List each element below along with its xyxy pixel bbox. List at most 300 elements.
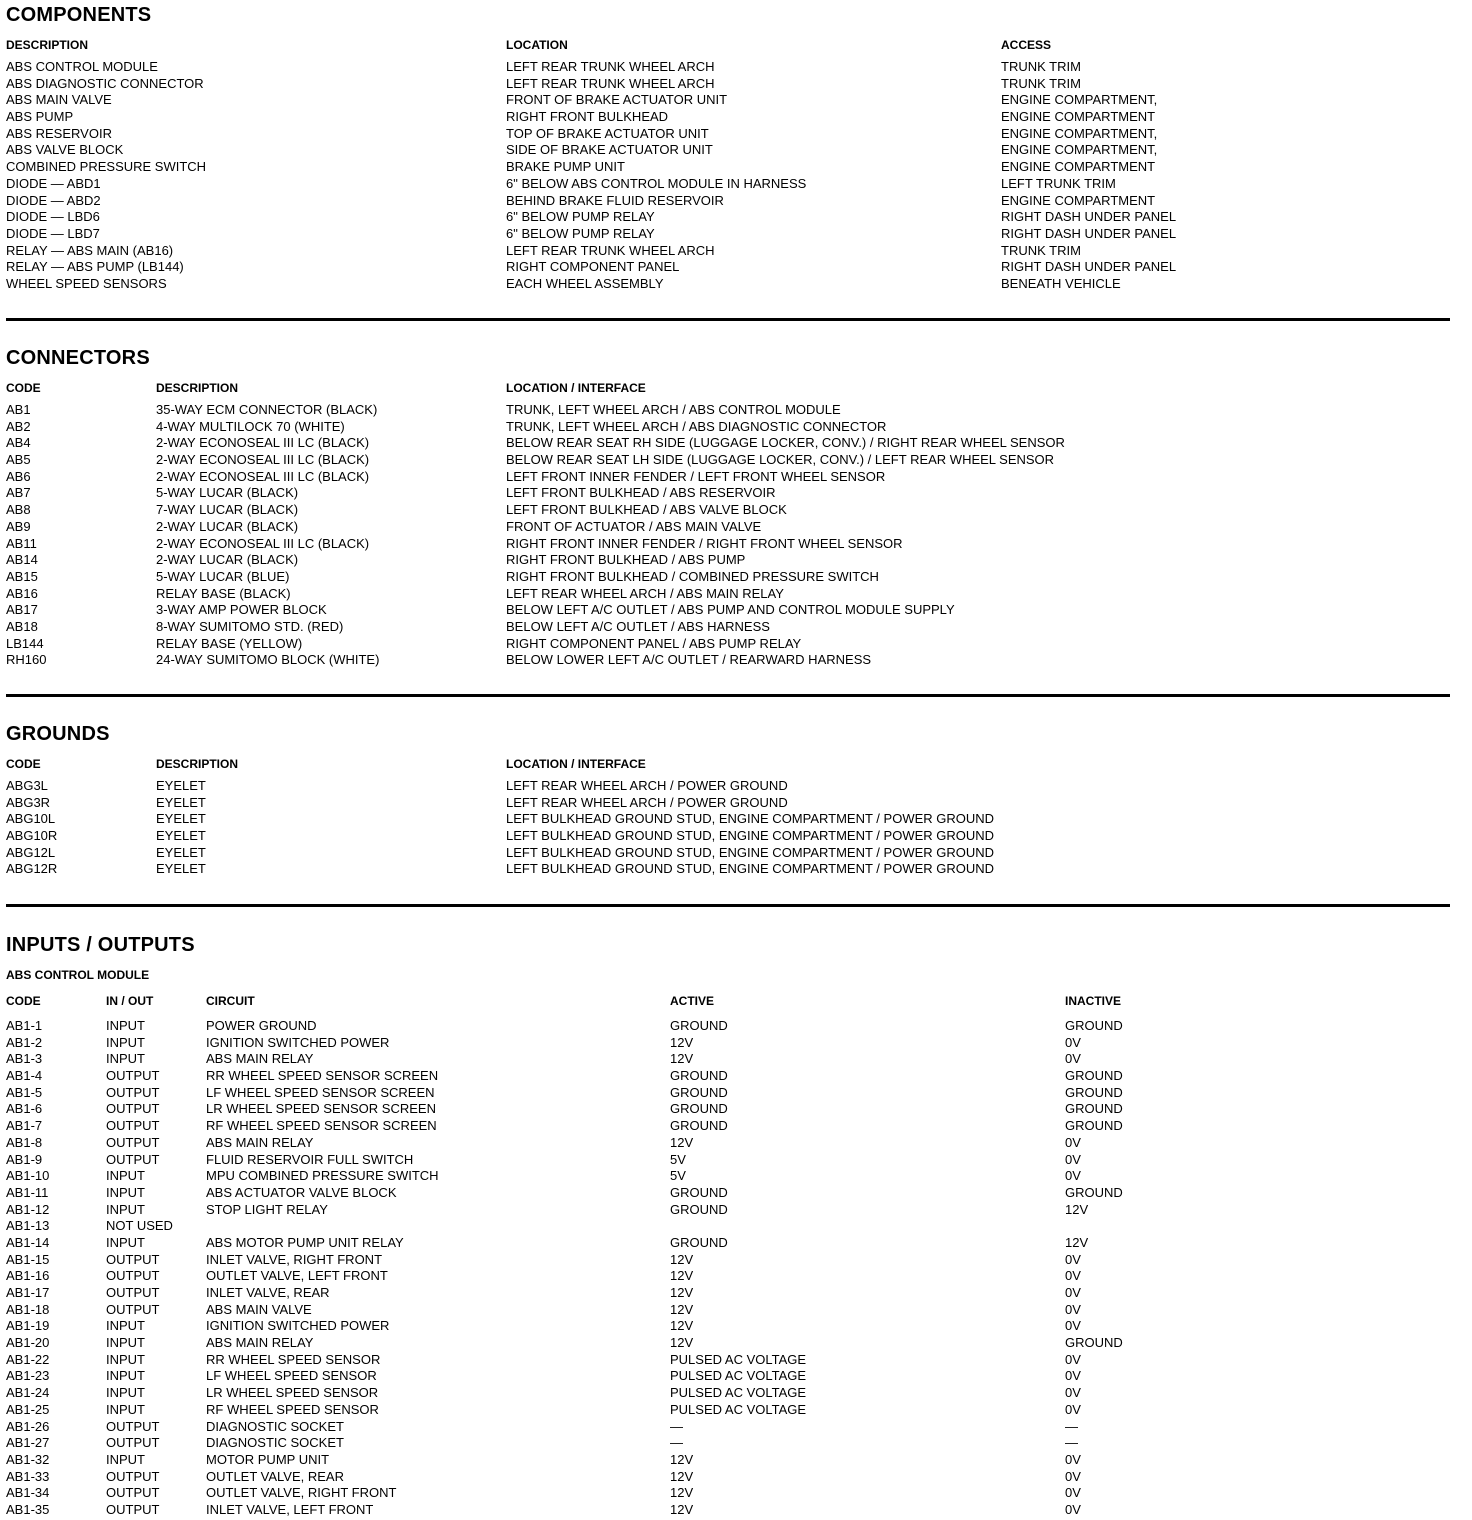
connector-description: 5-WAY LUCAR (BLUE)	[156, 568, 290, 584]
io-inactive-value: 0V	[1065, 1385, 1081, 1401]
components-header-location: LOCATION	[506, 38, 568, 52]
table-row	[6, 1352, 1450, 1369]
connector-location: RIGHT FRONT BULKHEAD / ABS PUMP	[506, 552, 746, 568]
table-row	[6, 159, 1450, 176]
connector-location: RIGHT FRONT INNER FENDER / RIGHT FRONT WHEEL SENSOR	[506, 535, 903, 551]
connector-location: RIGHT COMPONENT PANEL / ABS PUMP RELAY	[506, 635, 802, 651]
io-header-active: ACTIVE	[670, 994, 715, 1008]
io-active-value: PULSED AC VOLTAGE	[670, 1368, 807, 1384]
connector-code: AB4	[6, 435, 31, 451]
io-inactive-value: 0V	[1065, 1485, 1081, 1501]
component-location: LEFT REAR TRUNK WHEEL ARCH	[506, 59, 715, 74]
io-direction: OUTPUT	[106, 1134, 160, 1150]
io-direction: OUTPUT	[106, 1418, 160, 1434]
section-divider	[6, 318, 1450, 321]
table-row	[6, 536, 1450, 553]
table-row	[6, 502, 1450, 519]
io-circuit: MOTOR PUMP UNIT	[206, 1451, 330, 1467]
table-row	[6, 1318, 1450, 1335]
io-active-value: GROUND	[670, 1234, 728, 1250]
component-location: RIGHT COMPONENT PANEL	[506, 259, 680, 275]
ground-location: LEFT BULKHEAD GROUND STUD, ENGINE COMPARTMENT / POWER GROUND	[506, 828, 995, 844]
io-circuit: INLET VALVE, RIGHT FRONT	[206, 1251, 383, 1267]
io-code: AB1-9	[6, 1151, 43, 1167]
table-row	[6, 1252, 1450, 1269]
component-access: LEFT TRUNK TRIM	[1001, 175, 1116, 191]
io-code: AB1-2	[6, 1034, 43, 1050]
io-circuit: STOP LIGHT RELAY	[206, 1201, 328, 1217]
table-row	[6, 1051, 1450, 1068]
io-direction: OUTPUT	[106, 1101, 160, 1117]
connector-location: BELOW LOWER LEFT A/C OUTLET / REARWARD HARNESS	[506, 652, 872, 668]
connector-location: TRUNK, LEFT WHEEL ARCH / ABS DIAGNOSTIC CONNECTOR	[506, 418, 887, 434]
table-row	[6, 419, 1450, 436]
io-code: AB1-7	[6, 1118, 43, 1134]
components-header-access: ACCESS	[1001, 38, 1052, 52]
io-inactive-value: 0V	[1065, 1051, 1081, 1067]
connector-code: AB18	[6, 618, 38, 634]
ground-code: ABG10L	[6, 811, 56, 827]
io-circuit: ABS MAIN RELAY	[206, 1335, 314, 1351]
component-access: BENEATH VEHICLE	[1001, 275, 1121, 291]
io-direction: OUTPUT	[106, 1151, 160, 1167]
io-active-value: GROUND	[670, 1118, 728, 1134]
io-circuit: FLUID RESERVOIR FULL SWITCH	[206, 1151, 414, 1167]
io-direction: OUTPUT	[106, 1485, 160, 1501]
component-description: DIODE — LBD7	[6, 225, 100, 241]
components-title: COMPONENTS	[6, 4, 152, 26]
io-inactive-value: 0V	[1065, 1134, 1081, 1150]
connector-description: 2-WAY LUCAR (BLACK)	[156, 518, 299, 534]
io-inactive-value: GROUND	[1065, 1101, 1123, 1117]
io-code: AB1-15	[6, 1251, 50, 1267]
component-description: ABS VALVE BLOCK	[6, 142, 124, 158]
grounds-title: GROUNDS	[6, 723, 110, 745]
table-row	[6, 569, 1450, 586]
connectors-title: CONNECTORS	[6, 347, 150, 369]
io-code: AB1-25	[6, 1401, 50, 1417]
io-inactive-value: 0V	[1065, 1501, 1081, 1517]
ground-description: EYELET	[156, 844, 206, 860]
table-row	[6, 1018, 1450, 1035]
io-active-value: GROUND	[670, 1201, 728, 1217]
component-description: DIODE — ABD1	[6, 175, 101, 191]
io-code: AB1-26	[6, 1418, 50, 1434]
io-inactive-value: 12V	[1065, 1201, 1089, 1217]
io-code: AB1-24	[6, 1385, 50, 1401]
component-description: COMBINED PRESSURE SWITCH	[6, 159, 207, 175]
section-divider	[6, 694, 1450, 697]
table-row	[6, 1302, 1450, 1319]
io-code: AB1-8	[6, 1134, 43, 1150]
connector-code: AB2	[6, 418, 31, 434]
connector-code: AB17	[6, 602, 38, 618]
io-inactive-value: 0V	[1065, 1451, 1081, 1467]
io-active-value: 12V	[670, 1251, 694, 1267]
table-row	[6, 1185, 1450, 1202]
io-active-value: GROUND	[670, 1184, 728, 1200]
component-location: EACH WHEEL ASSEMBLY	[506, 275, 664, 291]
io-inactive-value: 0V	[1065, 1034, 1081, 1050]
io-circuit: OUTLET VALVE, LEFT FRONT	[206, 1268, 388, 1284]
io-direction: INPUT	[106, 1318, 145, 1334]
connector-description: RELAY BASE (YELLOW)	[156, 635, 303, 651]
io-direction: NOT USED	[106, 1218, 173, 1234]
connector-description: 35-WAY ECM CONNECTOR (BLACK)	[156, 402, 378, 417]
io-inactive-value: GROUND	[1065, 1184, 1123, 1200]
table-row	[6, 92, 1450, 109]
component-description: ABS MAIN VALVE	[6, 92, 112, 108]
table-row	[6, 1068, 1450, 1085]
io-code: AB1-6	[6, 1101, 43, 1117]
ground-code: ABG10R	[6, 828, 58, 844]
component-access: TRUNK TRIM	[1001, 59, 1081, 74]
ground-description: EYELET	[156, 794, 206, 810]
io-active-value: —	[670, 1435, 683, 1451]
table-row	[6, 1152, 1450, 1169]
connector-description: RELAY BASE (BLACK)	[156, 585, 291, 601]
ground-description: EYELET	[156, 778, 206, 793]
connectors-table	[6, 402, 1450, 669]
io-code: AB1-10	[6, 1168, 50, 1184]
table-row	[6, 243, 1450, 260]
io-circuit: LR WHEEL SPEED SENSOR	[206, 1385, 379, 1401]
connector-code: AB9	[6, 518, 31, 534]
table-row	[6, 519, 1450, 536]
io-code: AB1-18	[6, 1301, 50, 1317]
table-row	[6, 142, 1450, 159]
table-row	[6, 1385, 1450, 1402]
io-inactive-value: GROUND	[1065, 1068, 1123, 1084]
io-circuit: ABS MOTOR PUMP UNIT RELAY	[206, 1234, 404, 1250]
io-inactive-value: 0V	[1065, 1351, 1081, 1367]
connectors-header-description: DESCRIPTION	[156, 381, 239, 395]
io-code: AB1-20	[6, 1335, 50, 1351]
component-access: ENGINE COMPARTMENT	[1001, 159, 1156, 175]
connector-description: 2-WAY ECONOSEAL III LC (BLACK)	[156, 468, 370, 484]
table-row	[6, 226, 1450, 243]
connector-code: AB6	[6, 468, 31, 484]
io-inactive-value: 0V	[1065, 1468, 1081, 1484]
table-row	[6, 1235, 1450, 1252]
component-description: ABS PUMP	[6, 109, 74, 125]
table-row	[6, 1035, 1450, 1052]
io-inactive-value: 12V	[1065, 1234, 1089, 1250]
table-row	[6, 176, 1450, 193]
component-access: RIGHT DASH UNDER PANEL	[1001, 225, 1177, 241]
io-code: AB1-3	[6, 1051, 43, 1067]
io-direction: INPUT	[106, 1168, 145, 1184]
component-access: RIGHT DASH UNDER PANEL	[1001, 259, 1177, 275]
io-direction: OUTPUT	[106, 1285, 160, 1300]
table-row	[6, 193, 1450, 210]
io-circuit: OUTLET VALVE, RIGHT FRONT	[206, 1485, 397, 1501]
ground-location: LEFT BULKHEAD GROUND STUD, ENGINE COMPARTMENT / POWER GROUND	[506, 811, 995, 827]
io-table	[6, 1018, 1450, 1519]
io-code: AB1-1	[6, 1018, 43, 1033]
connector-location: BELOW REAR SEAT RH SIDE (LUGGAGE LOCKER, CONV.) / RIGHT REAR WHEEL SENSOR	[506, 435, 1065, 451]
connector-description: 7-WAY LUCAR (BLACK)	[156, 502, 299, 518]
io-active-value: PULSED AC VOLTAGE	[670, 1385, 807, 1401]
io-direction: INPUT	[106, 1034, 145, 1050]
io-inactive-value: GROUND	[1065, 1335, 1123, 1351]
io-direction: INPUT	[106, 1201, 145, 1217]
io-circuit: OUTLET VALVE, REAR	[206, 1468, 344, 1484]
component-location: RIGHT FRONT BULKHEAD	[506, 109, 669, 125]
table-row	[6, 811, 1450, 828]
io-direction: INPUT	[106, 1051, 145, 1067]
component-description: RELAY — ABS MAIN (AB16)	[6, 242, 174, 258]
component-description: ABS CONTROL MODULE	[6, 59, 158, 74]
table-row	[6, 1285, 1450, 1302]
io-direction: INPUT	[106, 1184, 145, 1200]
io-active-value: 5V	[670, 1151, 686, 1167]
table-row	[6, 76, 1450, 93]
io-active-value: GROUND	[670, 1084, 728, 1100]
ground-code: ABG3R	[6, 794, 51, 810]
table-row	[6, 1435, 1450, 1452]
io-active-value: GROUND	[670, 1101, 728, 1117]
io-circuit: RR WHEEL SPEED SENSOR SCREEN	[206, 1068, 439, 1084]
component-location: 6" BELOW PUMP RELAY	[506, 225, 655, 241]
io-direction: INPUT	[106, 1018, 145, 1033]
io-active-value: PULSED AC VOLTAGE	[670, 1401, 807, 1417]
component-description: RELAY — ABS PUMP (LB144)	[6, 259, 184, 275]
component-location: BEHIND BRAKE FLUID RESERVOIR	[506, 192, 724, 208]
table-row	[6, 586, 1450, 603]
connector-description: 8-WAY SUMITOMO STD. (RED)	[156, 618, 344, 634]
io-inactive-value: GROUND	[1065, 1118, 1123, 1134]
connector-description: 2-WAY ECONOSEAL III LC (BLACK)	[156, 435, 370, 451]
io-direction: INPUT	[106, 1234, 145, 1250]
component-description: WHEEL SPEED SENSORS	[6, 275, 167, 291]
io-direction: INPUT	[106, 1351, 145, 1367]
component-description: DIODE — ABD2	[6, 192, 101, 208]
table-row	[6, 636, 1450, 653]
io-active-value: 12V	[670, 1468, 694, 1484]
io-active-value: 12V	[670, 1501, 694, 1517]
table-row	[6, 59, 1450, 76]
connector-location: LEFT REAR WHEEL ARCH / ABS MAIN RELAY	[506, 585, 784, 601]
io-code: AB1-16	[6, 1268, 50, 1284]
io-circuit: LF WHEEL SPEED SENSOR	[206, 1368, 377, 1384]
connector-code: RH160	[6, 652, 47, 668]
table-row	[6, 1335, 1450, 1352]
table-row	[6, 1168, 1450, 1185]
table-row	[6, 1118, 1450, 1135]
io-active-value: 12V	[670, 1335, 694, 1351]
table-row	[6, 452, 1450, 469]
io-code: AB1-33	[6, 1468, 50, 1484]
table-row	[6, 1402, 1450, 1419]
table-row	[6, 795, 1450, 812]
component-location: 6" BELOW PUMP RELAY	[506, 209, 655, 225]
io-code: AB1-4	[6, 1068, 43, 1084]
io-title: INPUTS / OUTPUTS	[6, 934, 195, 956]
io-circuit: RR WHEEL SPEED SENSOR	[206, 1351, 381, 1367]
grounds-header-description: DESCRIPTION	[156, 757, 239, 771]
table-row	[6, 1502, 1450, 1519]
component-location: LEFT REAR TRUNK WHEEL ARCH	[506, 242, 715, 258]
io-direction: OUTPUT	[106, 1268, 160, 1284]
connector-description: 3-WAY AMP POWER BLOCK	[156, 602, 327, 618]
table-row	[6, 1268, 1450, 1285]
connector-description: 2-WAY LUCAR (BLACK)	[156, 552, 299, 568]
component-description: ABS RESERVOIR	[6, 125, 112, 141]
io-direction: OUTPUT	[106, 1468, 160, 1484]
connector-location: FRONT OF ACTUATOR / ABS MAIN VALVE	[506, 518, 762, 534]
io-direction: INPUT	[106, 1368, 145, 1384]
io-direction: OUTPUT	[106, 1501, 160, 1517]
component-location: BRAKE PUMP UNIT	[506, 159, 625, 175]
component-access: TRUNK TRIM	[1001, 242, 1081, 258]
connectors-header-location: LOCATION / INTERFACE	[506, 381, 646, 395]
table-row	[6, 469, 1450, 486]
io-code: AB1-14	[6, 1234, 50, 1250]
connector-location: TRUNK, LEFT WHEEL ARCH / ABS CONTROL MODULE	[506, 402, 841, 417]
io-subtitle: ABS CONTROL MODULE	[6, 968, 150, 982]
io-active-value: —	[670, 1418, 683, 1434]
io-direction: INPUT	[106, 1451, 145, 1467]
io-inactive-value: 0V	[1065, 1151, 1081, 1167]
connector-code: AB15	[6, 568, 38, 584]
io-active-value: 12V	[670, 1451, 694, 1467]
io-inactive-value: 0V	[1065, 1268, 1081, 1284]
connector-code: AB14	[6, 552, 38, 568]
io-circuit: RF WHEEL SPEED SENSOR	[206, 1401, 379, 1417]
connector-code: AB8	[6, 502, 31, 518]
io-circuit: MPU COMBINED PRESSURE SWITCH	[206, 1168, 439, 1184]
connector-code: LB144	[6, 635, 44, 651]
table-row	[6, 861, 1450, 878]
io-code: AB1-22	[6, 1351, 50, 1367]
table-row	[6, 652, 1450, 669]
io-active-value: 12V	[670, 1051, 694, 1067]
table-row	[6, 259, 1450, 276]
section-divider	[6, 904, 1450, 907]
ground-code: ABG12R	[6, 861, 58, 877]
connector-description: 4-WAY MULTILOCK 70 (WHITE)	[156, 418, 345, 434]
grounds-header-code: CODE	[6, 757, 41, 771]
table-row	[6, 1419, 1450, 1436]
io-circuit: ABS ACTUATOR VALVE BLOCK	[206, 1184, 397, 1200]
io-direction: OUTPUT	[106, 1068, 160, 1084]
component-access: ENGINE COMPARTMENT	[1001, 109, 1156, 125]
io-circuit: INLET VALVE, LEFT FRONT	[206, 1501, 374, 1517]
io-active-value: 5V	[670, 1168, 686, 1184]
io-code: AB1-12	[6, 1201, 50, 1217]
io-active-value: 12V	[670, 1268, 694, 1284]
io-direction: INPUT	[106, 1385, 145, 1401]
table-row	[6, 778, 1450, 795]
connector-code: AB7	[6, 485, 31, 501]
io-active-value: GROUND	[670, 1018, 728, 1033]
connector-location: BELOW LEFT A/C OUTLET / ABS PUMP AND CONTROL MODULE SUPPLY	[506, 602, 955, 618]
connector-description: 2-WAY ECONOSEAL III LC (BLACK)	[156, 452, 370, 468]
ground-description: EYELET	[156, 811, 206, 827]
table-row	[6, 828, 1450, 845]
io-code: AB1-17	[6, 1285, 50, 1300]
table-row	[6, 1101, 1450, 1118]
io-code: AB1-23	[6, 1368, 50, 1384]
table-row	[6, 109, 1450, 126]
ground-location: LEFT BULKHEAD GROUND STUD, ENGINE COMPARTMENT / POWER GROUND	[506, 861, 995, 877]
io-code: AB1-27	[6, 1435, 50, 1451]
ground-description: EYELET	[156, 861, 206, 877]
io-header-code: CODE	[6, 994, 41, 1008]
ground-location: LEFT REAR WHEEL ARCH / POWER GROUND	[506, 778, 788, 793]
component-access: TRUNK TRIM	[1001, 75, 1081, 91]
component-location: LEFT REAR TRUNK WHEEL ARCH	[506, 75, 715, 91]
io-circuit: ABS MAIN RELAY	[206, 1051, 314, 1067]
io-direction: OUTPUT	[106, 1118, 160, 1134]
connector-location: BELOW LEFT A/C OUTLET / ABS HARNESS	[506, 618, 770, 634]
io-active-value: 12V	[670, 1034, 694, 1050]
ground-code: ABG12L	[6, 844, 56, 860]
io-direction: INPUT	[106, 1335, 145, 1351]
io-inactive-value: GROUND	[1065, 1018, 1123, 1033]
io-circuit: ABS MAIN VALVE	[206, 1301, 312, 1317]
io-inactive-value: —	[1065, 1418, 1078, 1434]
io-active-value: GROUND	[670, 1068, 728, 1084]
connector-location: LEFT FRONT INNER FENDER / LEFT FRONT WHEEL SENSOR	[506, 468, 886, 484]
io-code: AB1-11	[6, 1184, 49, 1200]
table-row	[6, 1469, 1450, 1486]
component-location: 6" BELOW ABS CONTROL MODULE IN HARNESS	[506, 175, 807, 191]
component-access: ENGINE COMPARTMENT,	[1001, 92, 1158, 108]
table-row	[6, 1135, 1450, 1152]
table-row	[6, 1485, 1450, 1502]
io-circuit: LF WHEEL SPEED SENSOR SCREEN	[206, 1084, 435, 1100]
io-direction: OUTPUT	[106, 1084, 160, 1100]
io-circuit: LR WHEEL SPEED SENSOR SCREEN	[206, 1101, 436, 1117]
connector-location: LEFT FRONT BULKHEAD / ABS RESERVOIR	[506, 485, 776, 501]
grounds-table	[6, 778, 1450, 878]
io-inactive-value: 0V	[1065, 1401, 1081, 1417]
io-inactive-value: 0V	[1065, 1318, 1081, 1334]
component-description: DIODE — LBD6	[6, 209, 100, 225]
ground-location: LEFT BULKHEAD GROUND STUD, ENGINE COMPARTMENT / POWER GROUND	[506, 844, 995, 860]
io-active-value: PULSED AC VOLTAGE	[670, 1351, 807, 1367]
io-active-value: 12V	[670, 1285, 694, 1300]
io-inactive-value: 0V	[1065, 1301, 1081, 1317]
table-row	[6, 1452, 1450, 1469]
io-active-value: 12V	[670, 1318, 694, 1334]
io-direction: OUTPUT	[106, 1301, 160, 1317]
connector-location: LEFT FRONT BULKHEAD / ABS VALVE BLOCK	[506, 502, 787, 518]
io-header-inactive: INACTIVE	[1065, 994, 1122, 1008]
table-row	[6, 435, 1450, 452]
table-row	[6, 552, 1450, 569]
components-table	[6, 59, 1450, 293]
table-row	[6, 485, 1450, 502]
io-circuit: IGNITION SWITCHED POWER	[206, 1318, 390, 1334]
component-location: TOP OF BRAKE ACTUATOR UNIT	[506, 125, 709, 141]
component-access: ENGINE COMPARTMENT	[1001, 192, 1156, 208]
io-inactive-value: 0V	[1065, 1168, 1081, 1184]
io-header-circuit: CIRCUIT	[206, 994, 255, 1008]
io-direction: OUTPUT	[106, 1435, 160, 1451]
connector-code: AB11	[6, 535, 37, 551]
io-direction: INPUT	[106, 1401, 145, 1417]
grounds-header-location: LOCATION / INTERFACE	[506, 757, 646, 771]
io-circuit: DIAGNOSTIC SOCKET	[206, 1418, 344, 1434]
table-row	[6, 209, 1450, 226]
table-row	[6, 126, 1450, 143]
connectors-header-code: CODE	[6, 381, 41, 395]
connector-location: BELOW REAR SEAT LH SIDE (LUGGAGE LOCKER, CONV.) / LEFT REAR WHEEL SENSOR	[506, 452, 1055, 468]
ground-description: EYELET	[156, 828, 206, 844]
